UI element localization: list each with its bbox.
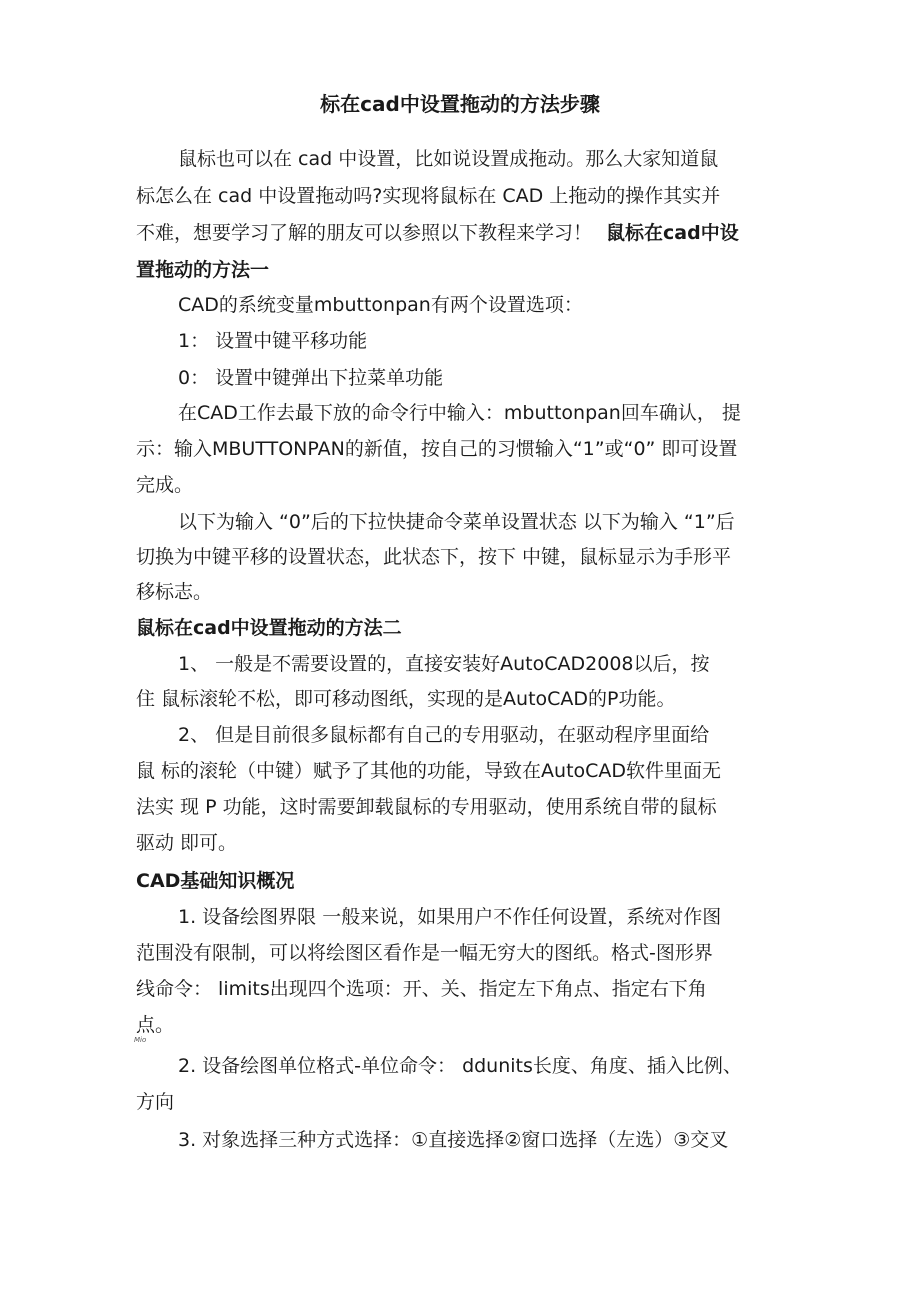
method2-heading: 鼠标在cad中设置拖动的方法二: [136, 617, 402, 639]
method1-command-line-2: 示：输入MBUTTONPAN的新值，按自己的习惯输入“1”或“0” 即可设置: [136, 438, 738, 460]
method1-option-0: 0： 设置中键弹出下拉菜单功能: [178, 367, 444, 389]
intro-line-3: [136, 219, 739, 247]
method2-item1-line-1: 1、 一般是不需要设置的，直接安装好AutoCAD2008以后，按: [178, 653, 710, 675]
method1-state-line-2: 切换为中键平移的设置状态，此状态下，按下 中键，鼠标显示为手形平: [136, 546, 732, 568]
method2-item1-line-2: 住 鼠标滚轮不松，即可移动图纸，实现的是AutoCAD的P功能。: [136, 688, 676, 710]
method1-command-line-1: 在CAD工作去最下放的命令行中输入：mbuttonpan回车确认， 提: [178, 402, 741, 424]
basics-p1-line-3: 线命令： limits出现四个选项：开、关、指定左下角点、指定右下角: [136, 978, 707, 1000]
intro-line-3-text: 不难，想要学习了解的朋友可以参照以下教程来学习！: [136, 222, 593, 244]
intro-line-2: 标怎么在 cad 中设置拖动吗?实现将鼠标在 CAD 上拖动的操作其实并: [136, 185, 721, 207]
method1-option-1: 1： 设置中键平移功能: [178, 330, 368, 352]
document-title: 标在cad中设置拖动的方法步骤: [320, 92, 600, 116]
method2-item2-line-4: 驱动 即可。: [136, 832, 238, 854]
method2-item2-line-1: 2、 但是目前很多鼠标都有自己的专用驱动，在驱动程序里面给: [178, 724, 710, 746]
basics-heading: CAD基础知识概况: [136, 870, 295, 892]
basics-p3-line-1: 3. 对象选择三种方式选择：①直接选择②窗口选择（左选）③交叉: [178, 1129, 729, 1151]
basics-p2-line-2: 方向: [136, 1091, 175, 1113]
method1-variable-intro: CAD的系统变量mbuttonpan有两个设置选项：: [178, 294, 583, 316]
method2-item2-line-2: 鼠 标的滚轮（中键）赋予了其他的功能，导致在AutoCAD软件里面无: [136, 760, 722, 782]
basics-p1-line-1: 1. 设备绘图界限 一般来说，如果用户不作任何设置，系统对作图: [178, 906, 722, 928]
method2-item2-line-3: 法实 现 P 功能，这时需要卸载鼠标的专用驱动，使用系统自带的鼠标: [136, 796, 717, 818]
method1-state-line-1: 以下为输入 “0”后的下拉快捷命令菜单设置状态 以下为输入 “1”后: [178, 511, 735, 533]
method1-heading-part1: 鼠标在cad中设: [606, 222, 739, 244]
basics-p2-line-1: 2. 设备绘图单位格式-单位命令： ddunits长度、角度、插入比例、: [178, 1055, 742, 1077]
basics-p1-line-4: 点。: [136, 1014, 175, 1036]
basics-p1-line-2: 范围没有限制，可以将绘图区看作是一幅无穷大的图纸。格式-图形界: [136, 942, 713, 964]
scan-mark: Mio: [134, 1036, 147, 1044]
intro-line-1: 鼠标也可以在 cad 中设置，比如说设置成拖动。那么大家知道鼠: [178, 148, 719, 170]
method1-state-line-3: 移标志。: [136, 581, 213, 603]
method1-command-line-3: 完成。: [136, 474, 194, 496]
method1-heading-part2: 置拖动的方法一: [136, 259, 270, 281]
